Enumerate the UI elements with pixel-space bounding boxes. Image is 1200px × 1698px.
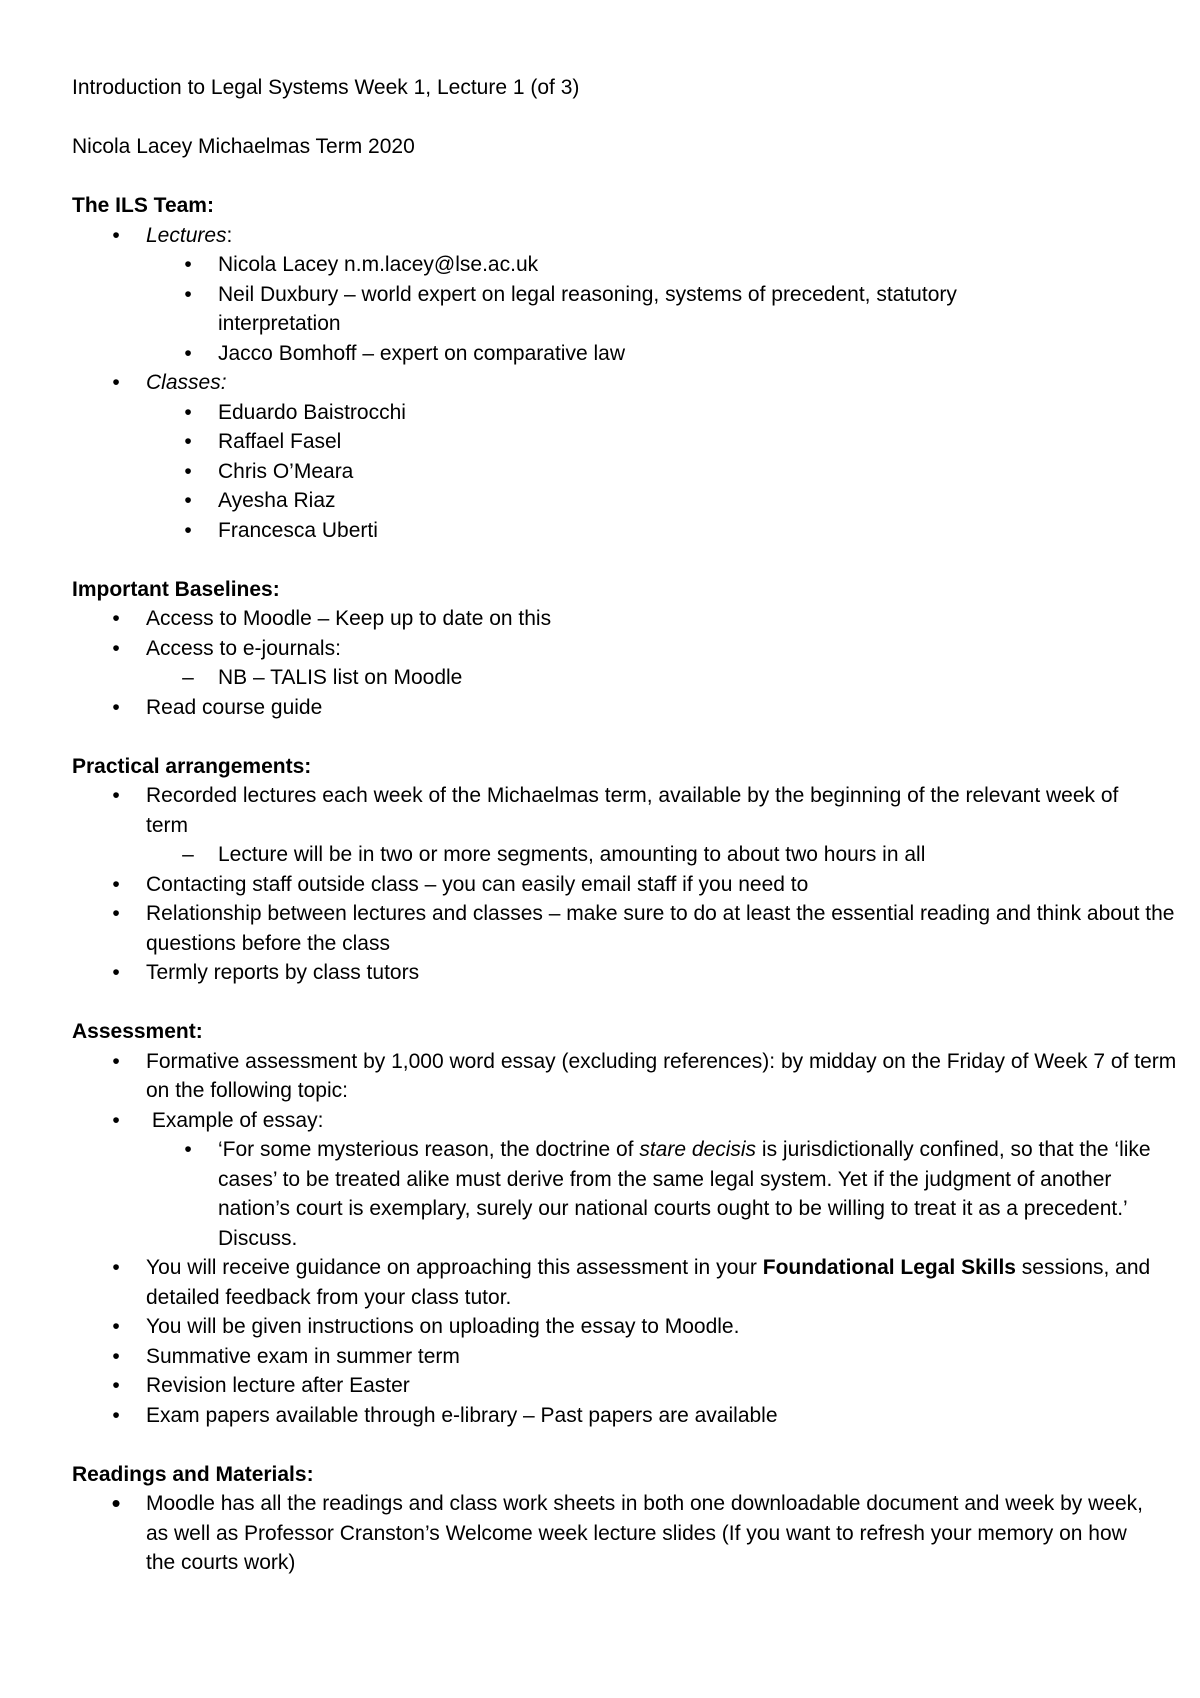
- bullet-icon: •: [112, 784, 120, 807]
- list-item: [72, 280, 1078, 339]
- bullet-icon: •: [112, 1315, 120, 1338]
- ils-team-section: [72, 191, 1140, 545]
- bullet-icon: •: [184, 430, 192, 453]
- list-item-text: Moodle has all the readings and class work sheets in both one downloadable document and week by week, as well as Professor Cranston’s Welcome week lecture slides (If you want to refresh your memory on how the courts work): [146, 1492, 1143, 1574]
- bullet-icon: •: [184, 1138, 192, 1161]
- list-item: [72, 427, 1140, 457]
- list-item: [72, 221, 1140, 251]
- list-item: [72, 693, 1140, 723]
- class-tutor-name: Chris O’Meara: [218, 459, 354, 483]
- document-title: Introduction to Legal Systems Week 1, Lecture 1 (of 3): [72, 76, 580, 99]
- practical-list: [72, 781, 1175, 988]
- practical-heading: Practical arrangements:: [72, 754, 312, 778]
- class-tutor-name: Raffael Fasel: [218, 430, 342, 453]
- bullet-icon: •: [112, 961, 120, 984]
- class-tutor-name: Ayesha Riaz: [218, 489, 336, 512]
- list-item: [72, 663, 1140, 693]
- bullet-icon: •: [112, 902, 120, 925]
- bullet-icon: •: [184, 341, 192, 365]
- bullet-icon: •: [184, 400, 192, 424]
- list-item-text: Revision lecture after Easter: [146, 1374, 410, 1397]
- bullet-icon: •: [184, 489, 192, 512]
- baselines-heading: Important Baselines:: [72, 577, 280, 601]
- list-item: [72, 1253, 1186, 1312]
- class-tutor-name: Francesca Uberti: [218, 518, 378, 542]
- lecturer-name: Neil Duxbury – world expert on legal reasoning, systems of precedent, statutory interpretation: [218, 282, 957, 335]
- bullet-icon: •: [111, 1488, 121, 1518]
- list-item: [72, 398, 1140, 428]
- list-item-text: Example of essay:: [146, 1108, 324, 1132]
- list-item: [72, 1106, 1140, 1136]
- list-item: [72, 1489, 1146, 1578]
- list-item: [72, 516, 1140, 546]
- list-item: [72, 840, 1140, 870]
- bullet-icon: •: [112, 223, 120, 247]
- bullet-icon: •: [184, 282, 192, 306]
- lectures-colon: :: [226, 223, 233, 247]
- list-item: [72, 634, 1140, 664]
- list-item-text: Summative exam in summer term: [146, 1344, 460, 1368]
- readings-section: [72, 1460, 1143, 1578]
- author-term: Nicola Lacey Michaelmas Term 2020: [72, 135, 415, 158]
- bullet-icon: •: [112, 1108, 120, 1132]
- list-item-text: Access to e-journals:: [146, 636, 341, 660]
- list-item-text: Recorded lectures each week of the Michaelmas term, available by the beginning of the relevant week of term: [146, 784, 1119, 837]
- ils-team-heading: The ILS Team:: [72, 194, 214, 217]
- list-item-text: sessions, and detailed feedback from your class tutor.: [146, 1256, 1151, 1309]
- list-item: [72, 250, 1140, 280]
- bullet-icon: •: [184, 459, 192, 483]
- list-item: [72, 958, 1140, 988]
- list-item-text: You will be given instructions on uploading the essay to Moodle.: [146, 1315, 740, 1338]
- list-item: [72, 368, 1140, 398]
- essay-italic-term: stare decisis: [639, 1138, 757, 1161]
- dash-icon: –: [182, 666, 194, 689]
- list-item: [72, 1312, 1140, 1342]
- bullet-icon: •: [112, 872, 120, 896]
- bullet-icon: •: [112, 1374, 120, 1397]
- list-item-text: Formative assessment by 1,000 word essay (excluding references): by midday on the Friday of Week 7 of term on the following topic:: [146, 1049, 1177, 1102]
- essay-question: [72, 1135, 1153, 1253]
- list-item: [72, 1401, 1140, 1431]
- list-item-bold-text: Foundational Legal Skills: [762, 1256, 1016, 1279]
- bullet-icon: •: [112, 1049, 120, 1073]
- ils-team-list: [72, 221, 1140, 546]
- bullet-icon: •: [112, 1344, 120, 1368]
- list-item: [72, 1342, 1140, 1372]
- bullet-icon: •: [112, 371, 120, 394]
- lectures-label: Lectures: [146, 223, 227, 247]
- list-item: [72, 1047, 1181, 1106]
- bullet-icon: •: [112, 1256, 120, 1279]
- bullet-icon: •: [112, 695, 120, 719]
- list-item-text: Lecture will be in two or more segments, amounting to about two hours in all: [218, 843, 926, 866]
- list-item: [72, 1371, 1140, 1401]
- baselines-list: [72, 604, 1140, 722]
- essay-text-end: is jurisdictionally confined, so that the ‘like cases’ to be treated alike must derive from the same legal system. Yet if the judgment of another nation’s court is exemplary, surely our national courts ought to be willing to treat it as a precedent.’ Discuss.: [218, 1138, 1151, 1250]
- baselines-section: [72, 575, 1140, 723]
- assessment-heading: Assessment:: [72, 1020, 203, 1043]
- list-item-text: NB – TALIS list on Moodle: [218, 666, 463, 689]
- list-item: [72, 604, 1140, 634]
- bullet-icon: •: [184, 518, 192, 542]
- list-item-text: Exam papers available through e-library – Past papers are available: [146, 1403, 778, 1427]
- list-item: [72, 870, 1140, 900]
- bullet-icon: •: [112, 1403, 120, 1427]
- list-item: [72, 339, 1140, 369]
- readings-heading: Readings and Materials:: [72, 1462, 314, 1486]
- assessment-section: [72, 1017, 1177, 1430]
- list-item-text: Contacting staff outside class – you can easily email staff if you need to: [146, 872, 809, 896]
- list-item-text: Relationship between lectures and classes – make sure to do at least the essential reading and think about the questions before the class: [146, 902, 1175, 955]
- lecturer-name: Nicola Lacey n.m.lacey@lse.ac.uk: [218, 253, 539, 276]
- list-item: [72, 457, 1140, 487]
- classes-label: Classes:: [146, 371, 227, 394]
- assessment-list: [72, 1047, 1177, 1431]
- list-item: [72, 781, 1146, 840]
- list-item-text: Access to Moodle – Keep up to date on this: [146, 607, 552, 630]
- bullet-icon: •: [184, 253, 192, 276]
- practical-section: [72, 752, 1175, 988]
- class-tutor-name: Eduardo Baistrocchi: [218, 400, 406, 424]
- list-item: [72, 486, 1140, 516]
- list-item: [72, 899, 1181, 958]
- list-item-text: Read course guide: [146, 695, 323, 719]
- list-item-text: You will receive guidance on approaching this assessment in your: [146, 1256, 763, 1279]
- lecturer-name: Jacco Bomhoff – expert on comparative law: [218, 341, 625, 365]
- readings-list: [72, 1488, 1143, 1578]
- list-item-text: Termly reports by class tutors: [146, 961, 420, 984]
- bullet-icon: •: [112, 636, 120, 660]
- dash-icon: –: [182, 843, 194, 866]
- bullet-icon: •: [112, 607, 120, 630]
- essay-text-start: ‘For some mysterious reason, the doctrine of: [218, 1138, 640, 1161]
